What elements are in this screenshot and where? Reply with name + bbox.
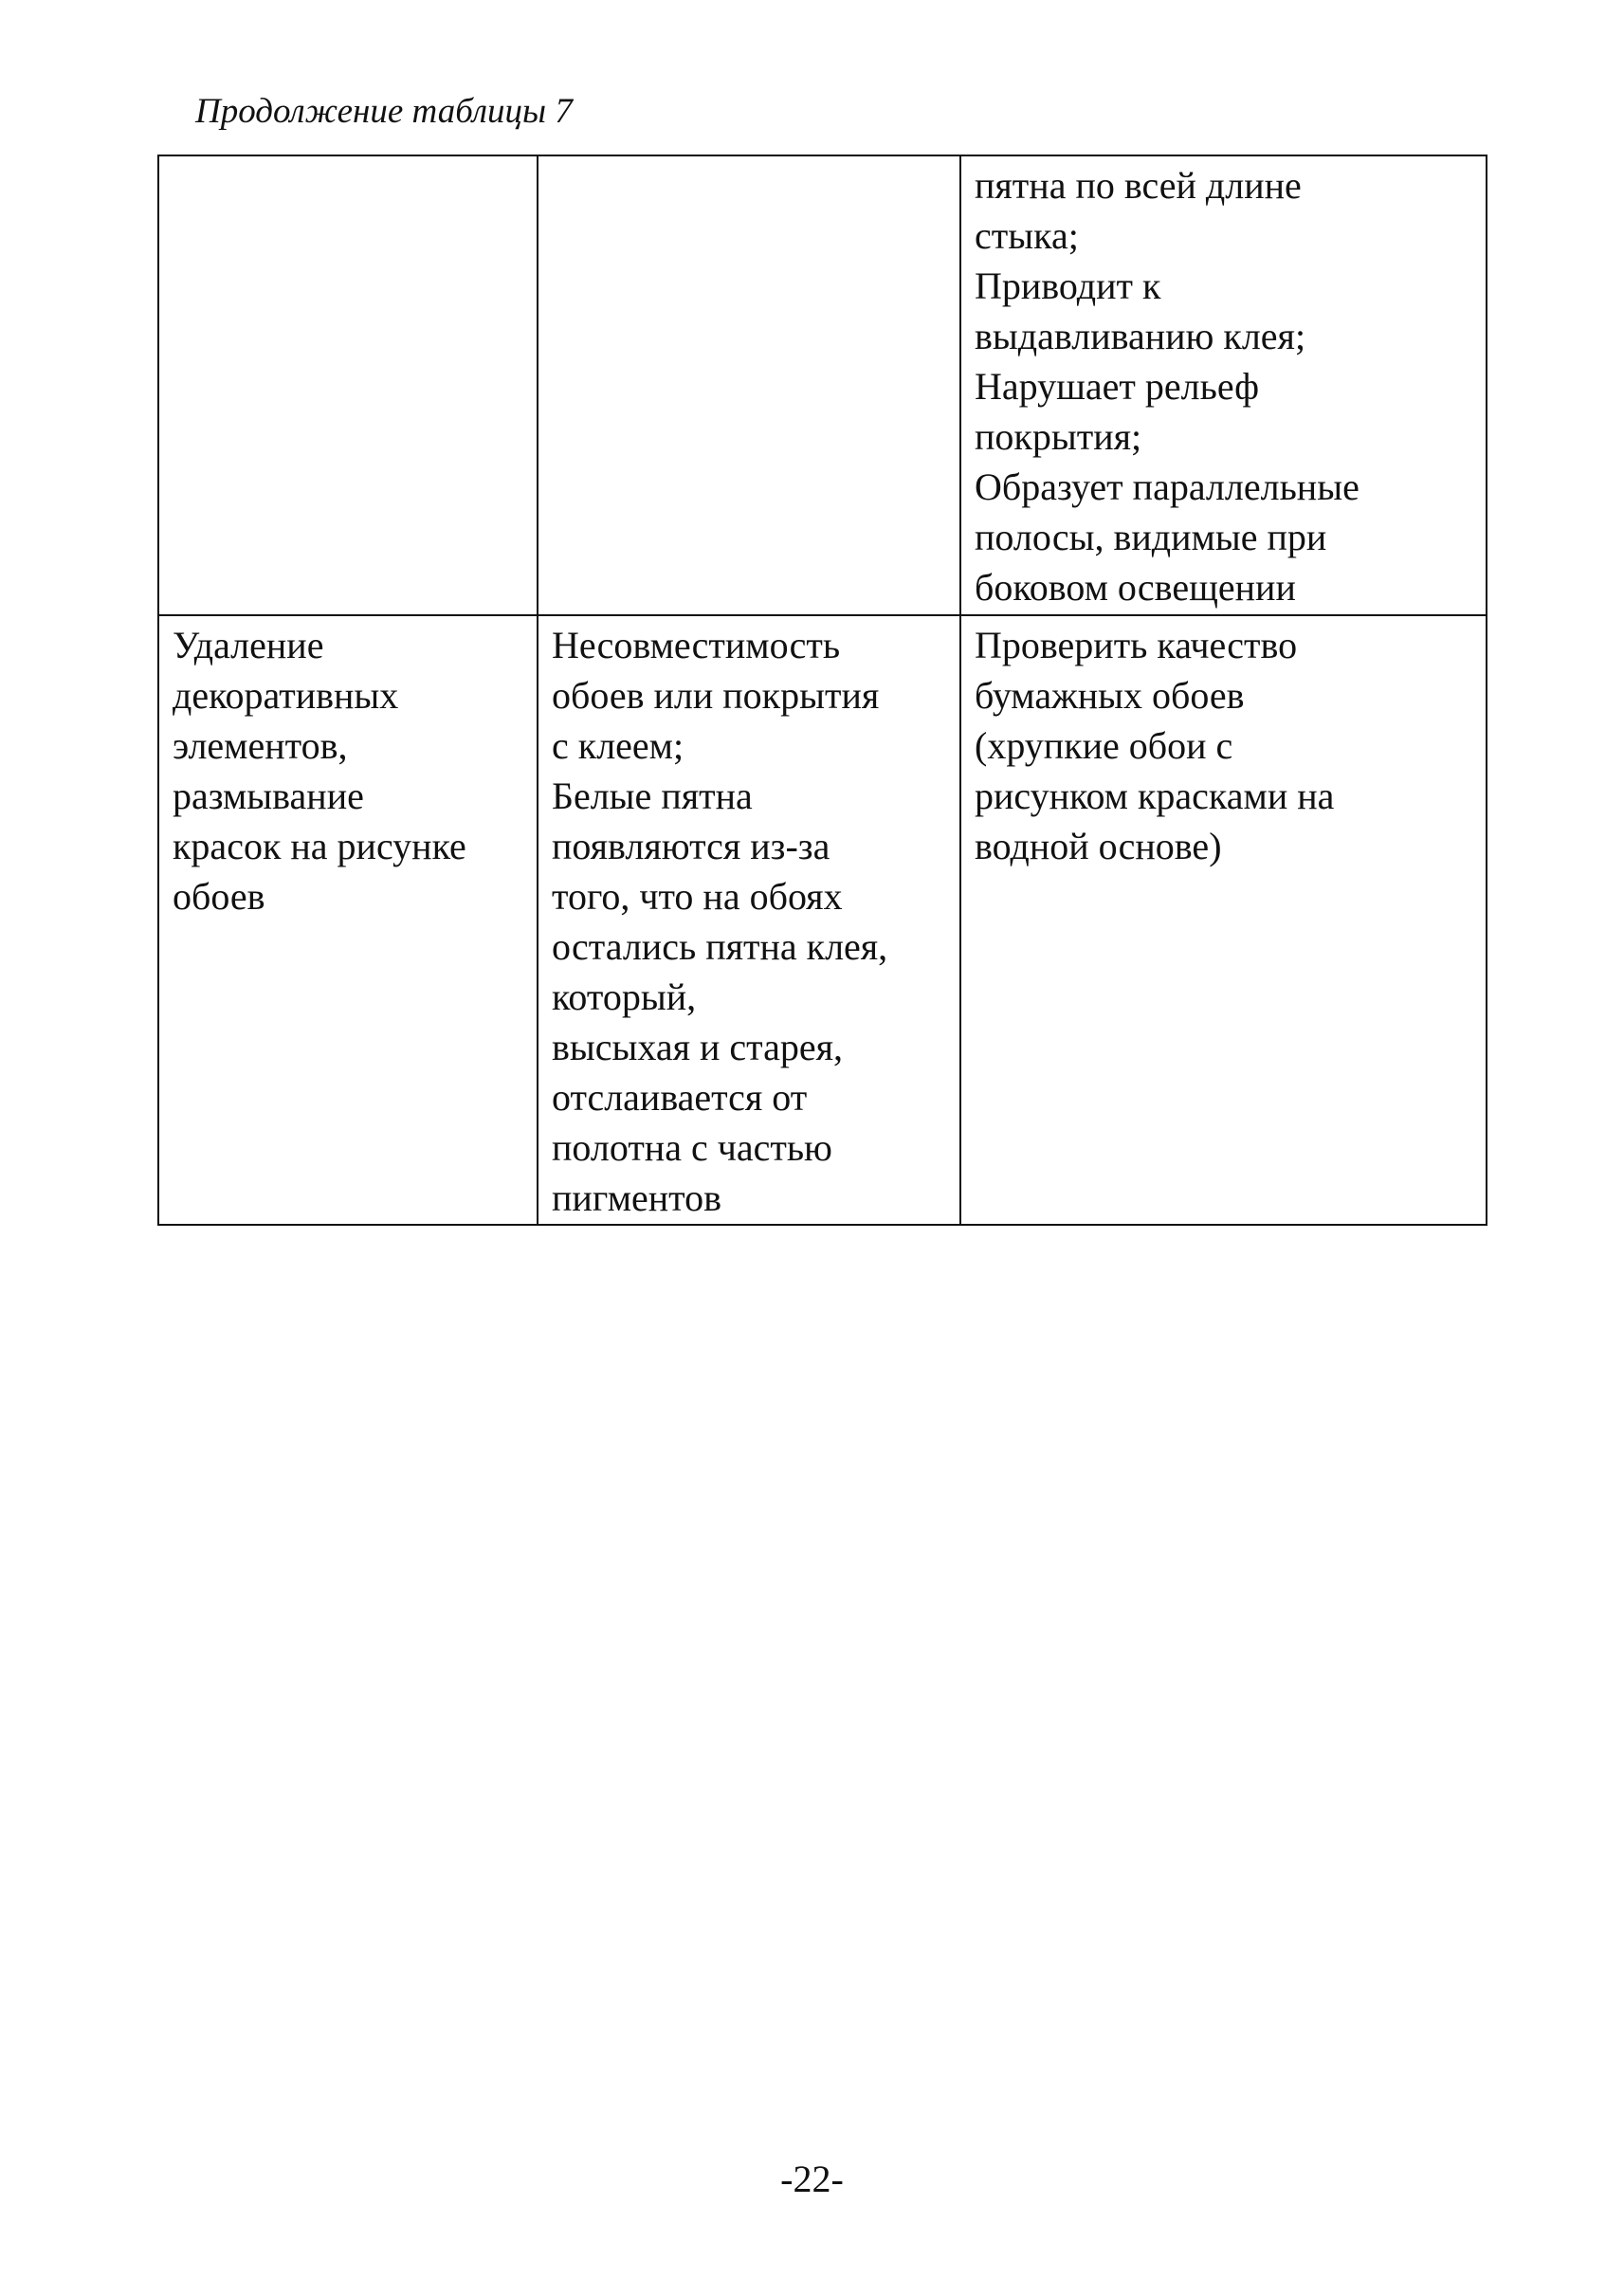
- cell-line: размывание: [173, 774, 364, 817]
- cell-line: Нарушает рельеф: [975, 365, 1260, 408]
- cell-line: рисунком красками на: [975, 774, 1335, 817]
- cell-line: стыка;: [975, 214, 1079, 257]
- cell-line: с клеем;: [552, 724, 684, 767]
- cell-line: полотна с частью: [552, 1126, 832, 1169]
- cell-line: водной основе): [975, 825, 1222, 867]
- table-row: [158, 615, 1487, 1225]
- cell-line: бумажных обоев: [975, 674, 1245, 717]
- cell-line: того, что на обоях: [552, 875, 843, 918]
- table-cell-r2-c3: [960, 615, 1487, 1225]
- cell-line: покрытия;: [975, 415, 1142, 458]
- table-cell-r1-c3: [960, 155, 1487, 615]
- cell-line: который,: [552, 975, 697, 1018]
- cell-line: появляются из-за: [552, 825, 830, 867]
- table-caption: Продолжение таблицы 7: [195, 92, 573, 131]
- cell-line: Приводит к: [975, 264, 1161, 307]
- cell-line: полосы, видимые при: [975, 516, 1327, 558]
- cell-line: обоев или покрытия: [552, 674, 880, 717]
- table-cell-r2-c1: [158, 615, 538, 1225]
- cell-line: Несовместимость: [552, 624, 841, 666]
- cell-line: элементов,: [173, 724, 348, 767]
- page-number: -22-: [780, 2158, 844, 2200]
- table-row: [158, 155, 1487, 615]
- cell-line: Белые пятна: [552, 774, 753, 817]
- cell-line: пятна по всей длине: [975, 164, 1302, 207]
- cell-line: (хрупкие обои с: [975, 724, 1233, 767]
- cell-line: Образует параллельные: [975, 465, 1359, 508]
- cell-line: пигментов: [552, 1176, 722, 1219]
- cell-line: декоративных: [173, 674, 399, 717]
- cell-line: отслаивается от: [552, 1076, 808, 1119]
- cell-line: высыхая и старея,: [552, 1026, 844, 1068]
- table-cell-r2-c2: [538, 615, 960, 1225]
- cell-line: остались пятна клея,: [552, 925, 888, 968]
- data-table: [157, 155, 1487, 1226]
- cell-line: Удаление: [173, 624, 324, 666]
- cell-line: выдавливанию клея;: [975, 315, 1306, 357]
- cell-line: красок на рисунке: [173, 825, 466, 867]
- cell-line: Проверить качество: [975, 624, 1298, 666]
- cell-line: боковом освещении: [975, 566, 1296, 609]
- table-cell-r1-c2: [538, 155, 960, 615]
- table-cell-r1-c1: [158, 155, 538, 615]
- cell-line: обоев: [173, 875, 265, 918]
